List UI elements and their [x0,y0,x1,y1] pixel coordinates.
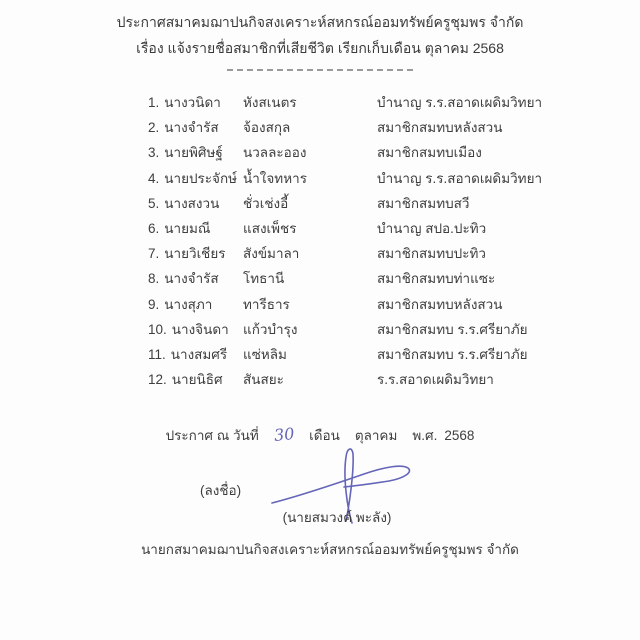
document-subject: เรื่อง แจ้งรายชื่อสมาชิกที่เสียชีวิต เรียกเก็บเดือน ตุลาคม 2568 [136,40,504,56]
member-row [148,266,568,291]
member-number: 6. [148,220,160,236]
member-affiliation: สมาชิกสมทบสวี [377,195,470,211]
member-name-cell [148,317,229,342]
member-surname: แก้วบำรุง [243,321,298,337]
date-year: 2568 [444,428,475,443]
member-surname: จ้องสกุล [243,120,291,136]
member-row [148,191,568,216]
member-affiliation: บำนาญ ร.ร.สอาดเผดิมวิทยา [377,170,543,186]
member-row [148,216,568,241]
member-name-cell [148,191,219,216]
date-month-label: เดือน [309,428,340,443]
member-number: 10. [148,321,167,337]
member-surname: น้ำใจทหาร [243,170,307,186]
member-first-name: นางสงวน [164,195,220,211]
member-first-name: นายพิศิษฐ์ [164,145,223,161]
member-first-name: นางจำรัส [164,120,219,136]
member-number: 1. [148,95,160,110]
member-row [148,317,568,342]
date-prefix: ประกาศ ณ วันที่ [165,428,259,443]
member-affiliation: สมาชิกสมทบ ร.ร.ศรียาภัย [377,346,528,362]
member-surname: ทารีธาร [243,296,290,312]
member-affiliation: สมาชิกสมทบปะทิว [377,246,486,262]
member-number: 9. [148,296,160,312]
member-first-name: นายวิเชียร [164,246,226,262]
member-number: 8. [148,271,160,287]
signer-name: (นายสมวงค์ พะลัง) [282,510,392,525]
member-row [148,90,568,115]
member-name-cell [148,241,226,266]
member-surname: แซ่หลิม [243,346,287,362]
member-name-cell [148,367,223,392]
member-surname: สันสยะ [243,372,284,388]
member-name-cell [148,140,223,165]
member-affiliation: สมาชิกสมทบเมือง [377,145,482,161]
member-number: 4. [148,170,160,186]
member-name-cell [148,166,237,191]
member-number: 3. [148,145,160,161]
member-number: 12. [148,372,167,388]
member-row [148,342,568,367]
member-row [148,115,568,140]
member-row [148,367,568,392]
member-surname: ชั่วเช่งอี้ [243,195,289,211]
member-first-name: นางจำรัส [164,271,219,287]
member-affiliation: บำนาญ สปอ.ปะทิว [377,220,487,236]
member-first-name: นายนิธิศ [171,372,223,388]
member-surname: หังสเนตร [243,95,297,110]
member-name-cell [148,292,212,317]
member-row [148,292,568,317]
member-affiliation: สมาชิกสมทบหลังสวน [377,120,503,136]
signer-title: นายกสมาคมฌาปนกิจสงเคราะห์สหกรณ์ออมทรัพย์ครูชุมพร จำกัด [141,542,519,557]
member-affiliation: สมาชิกสมทบหลังสวน [377,296,503,312]
member-affiliation: บำนาญ ร.ร.สอาดเผดิมวิทยา [377,95,543,110]
member-first-name: นายมณี [164,220,211,236]
handwritten-day: 30 [272,423,296,446]
member-name-cell [148,342,227,367]
document-title: ประกาศสมาคมฌาปนกิจสงเคราะห์สหกรณ์ออมทรัพย์ครูชุมพร จำกัด [116,14,524,30]
member-number: 5. [148,195,160,211]
member-surname: นวลละออง [243,145,307,161]
member-affiliation: ร.ร.สอาดเผดิมวิทยา [377,372,494,388]
date-month: ตุลาคม [354,428,398,443]
member-row [148,241,568,266]
member-name-cell [148,216,210,241]
member-first-name: นางสมศรี [170,346,228,362]
member-name-cell [148,266,219,291]
date-era: พ.ศ. [412,428,438,443]
member-first-name: นายประจักษ์ [164,170,238,186]
member-first-name: นางวนิดา [164,95,221,110]
member-number: 7. [148,246,160,262]
sign-here-label: (ลงชื่อ) [200,483,242,498]
member-surname: สังข์มาลา [243,246,300,262]
dashed-separator [227,69,413,71]
member-number: 11. [148,346,166,362]
member-surname: โทธานี [243,271,285,287]
member-name-cell [148,115,219,140]
member-list [148,90,568,392]
member-surname: แสงเพ็ชร [243,220,297,236]
member-row [148,140,568,165]
member-affiliation: สมาชิกสมทบ ร.ร.ศรียาภัย [377,321,528,337]
member-number: 2. [148,120,160,136]
member-first-name: นางจินดา [171,321,229,337]
member-first-name: นางสุภา [164,296,213,312]
member-name-cell [148,90,221,115]
member-row [148,166,568,191]
member-affiliation: สมาชิกสมทบท่าแซะ [377,271,496,287]
